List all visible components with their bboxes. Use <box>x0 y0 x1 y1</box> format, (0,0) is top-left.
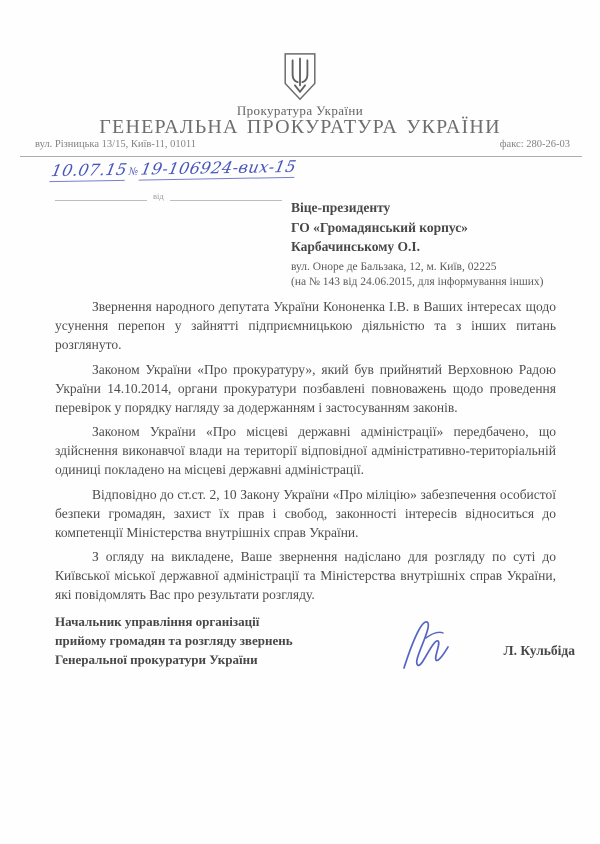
paragraph: Законом України «Про місцеві державні адміністрації» передбачено, що здійснення виконавчої влади на території відповідної адміністративно-територіальній одиниці покладено на місцеві державні адміністрації. <box>55 424 556 477</box>
handwritten-date: 10.07.15 <box>49 159 129 181</box>
recipient-organization: ГО «Громадянський корпус» <box>291 219 468 235</box>
signer-position <box>55 612 385 669</box>
recipient-reference-note: (на № 143 від 24.06.2015, для інформування інших) <box>291 275 544 288</box>
handwritten-signature-icon <box>390 614 465 676</box>
org-address: вул. Різницька 13/15, Київ-11, 01011 <box>35 139 197 150</box>
recipient-name: Карбачинському О.І. <box>291 239 421 254</box>
letterhead-contact-row <box>35 139 570 150</box>
org-name-small: Прокуратура України <box>236 103 364 118</box>
handwritten-reference-number <box>50 157 298 180</box>
signer-position-line: прийому громадян та розгляду звернень <box>55 633 293 648</box>
paragraph: З огляду на викладене, Ваше звернення надіслано для розгляду по суті до Київської міської державної адміністрації та Міністерства внутрішніх справ України, які повідомлять Вас про результати розгляду. <box>55 549 556 602</box>
blank-line <box>55 190 147 201</box>
org-name-title: ГЕНЕРАЛЬНА ПРОКУРАТУРА УКРАЇНИ <box>99 116 501 138</box>
blank-line <box>170 190 282 201</box>
paragraph: Звернення народного депутата України Кононенка І.В. в Ваших інтересах щодо усунення перепон у зайнятті підприємницькою діяльністю та з інших питань розглянуто. <box>55 299 556 352</box>
signer-position-line: Начальник управління організації <box>55 614 260 629</box>
vid-label: від <box>153 191 164 201</box>
recipient-address: вул. Оноре де Бальзака, 12, м. Київ, 02225 <box>291 260 497 273</box>
signer-name: Л. Кульбіда <box>503 643 575 658</box>
recipient-block <box>291 198 565 290</box>
paragraph: Відповідно до ст.ст. 2, 10 Закону України «Про міліцію» забезпечення особистої безпеки громадян, захист їх прав і свобод, законності інтересів відноситься до компетенції Міністерства внутрішніх справ України. <box>55 486 556 540</box>
ukraine-trident-emblem-icon <box>282 52 319 102</box>
signature-block <box>55 612 575 682</box>
handwritten-number: 19-106924-вих-15 <box>139 156 299 179</box>
recipient-title: Віце-президенту <box>291 200 391 215</box>
letter-body <box>55 297 556 610</box>
reply-reference-blanks <box>55 190 282 201</box>
org-fax: факс: 280-26-03 <box>499 139 570 150</box>
header-divider <box>20 156 582 157</box>
paragraph: Законом України «Про прокуратуру», який був прийнятий Верховною Радою України 14.10.2014, органи прокуратури позбавлені повноважень щодо проведення перевірок у порядку нагляду за додержанням і застосуванням законів. <box>55 361 556 415</box>
number-sign: № <box>127 166 140 178</box>
signer-position-line: Генеральної прокуратури України <box>55 652 258 667</box>
